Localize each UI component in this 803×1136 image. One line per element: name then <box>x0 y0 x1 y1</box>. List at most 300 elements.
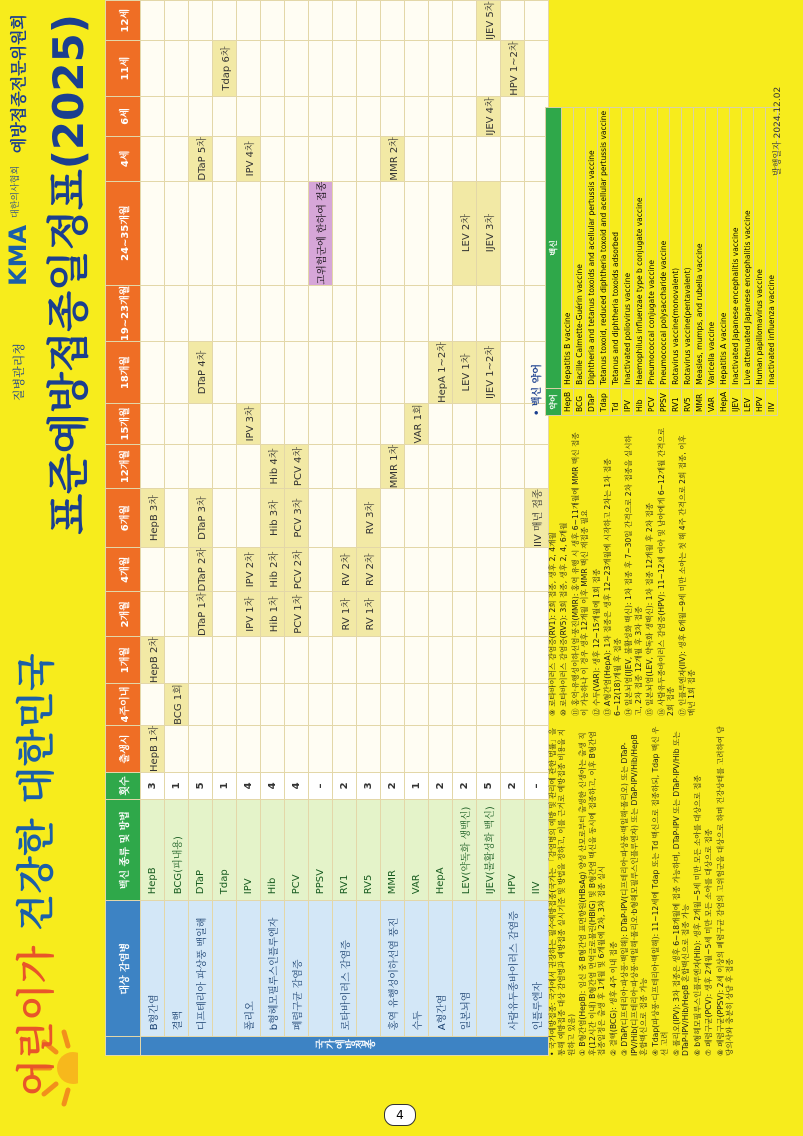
schedule-cell <box>309 342 333 404</box>
target-cell: 로타바이러스 감염증 <box>333 901 357 1037</box>
age-header-1: 4주이내 <box>106 684 141 726</box>
count-cell: 2 <box>429 772 453 799</box>
legend-row <box>670 107 682 415</box>
dose-cell: DTaP 2차 <box>189 547 213 592</box>
dose-cell: 고위험군에 한하여 접종 <box>309 181 333 285</box>
target-cell <box>309 901 333 1037</box>
schedule-cell <box>309 285 333 342</box>
legend-desc: Rotavirus vaccine(monovalent) <box>670 107 682 388</box>
schedule-cell <box>501 137 525 182</box>
legend-abbr: RV1 <box>670 388 682 415</box>
abbreviation-legend <box>545 107 778 416</box>
legend-row <box>718 107 730 415</box>
legend-row <box>754 107 766 415</box>
schedule-cell <box>213 285 237 342</box>
schedule-cell <box>309 637 333 684</box>
count-cell: – <box>309 772 333 799</box>
schedule-cell <box>333 489 357 548</box>
schedule-cell <box>429 684 453 726</box>
schedule-cell <box>381 489 405 548</box>
age-header-8: 18개월 <box>106 342 141 404</box>
target-cell: 홍역 유행성이하선염 풍진 <box>381 901 405 1037</box>
schedule-cell <box>261 41 285 96</box>
count-cell: 3 <box>357 772 381 799</box>
schedule-cell <box>165 637 189 684</box>
schedule-cell <box>429 592 453 637</box>
legend-abbr: PPSV <box>658 388 670 415</box>
dose-cell: HepB 2차 <box>141 637 165 684</box>
schedule-cell <box>501 684 525 726</box>
dose-cell: RV 3차 <box>357 489 381 548</box>
count-cell: 4 <box>285 772 309 799</box>
schedule-cell <box>141 285 165 342</box>
notes-middle <box>548 426 699 716</box>
schedule-cell <box>189 684 213 726</box>
corner-cell <box>106 1037 141 1056</box>
schedule-cell <box>237 96 261 136</box>
dose-cell: RV 1차 <box>333 592 357 637</box>
vaccine-cell: MMR <box>381 799 405 900</box>
schedule-cell <box>237 725 261 772</box>
schedule-cell <box>309 592 333 637</box>
table-row <box>405 1 429 1056</box>
schedule-cell <box>333 342 357 404</box>
legend-row <box>742 107 754 415</box>
schedule-cell <box>261 403 285 444</box>
schedule-cell <box>477 547 501 592</box>
schedule-cell <box>333 684 357 726</box>
dose-cell: IPV 3차 <box>237 403 261 444</box>
schedule-cell <box>357 96 381 136</box>
schedule-cell <box>381 1 405 41</box>
schedule-cell <box>477 41 501 96</box>
vaccine-header: 백신 종류 및 방법 <box>106 799 141 900</box>
schedule-cell <box>477 489 501 548</box>
schedule-cell <box>429 1 453 41</box>
note-item: ③ DTaP(디프테리아·파상풍·백일해): DTaP-IPV(디프테리아·파상풍·백일해·폴리오) 또는 DTaP-IPV/Hib(디프테리아·파상풍·백일해·폴리오·b형헤모필루스인플루엔자) 또는 DTaP-IPV/Hib/HepB 혼합백신으로 접종 가능 <box>620 734 649 1056</box>
schedule-cell <box>477 637 501 684</box>
legend-abbr: DTaP <box>586 388 598 415</box>
schedule-cell <box>261 181 285 285</box>
target-cell: B형간염 <box>141 901 165 1037</box>
legend-row <box>694 107 706 415</box>
schedule-cell <box>405 137 429 182</box>
dose-cell: IJEV 3차 <box>477 181 501 285</box>
legend-desc: Pneumococcal polysaccharide vaccine <box>658 107 670 388</box>
count-cell: 1 <box>213 772 237 799</box>
schedule-cell <box>501 444 525 488</box>
schedule-cell <box>213 489 237 548</box>
count-cell: 3 <box>141 772 165 799</box>
schedule-cell <box>285 637 309 684</box>
schedule-cell <box>477 444 501 488</box>
schedule-cell <box>429 637 453 684</box>
legend-desc: Human papillomavirus vaccine <box>754 107 766 388</box>
legend-abbr: MMR <box>694 388 706 415</box>
table-row <box>357 1 381 1056</box>
dose-cell: MMR 2차 <box>381 137 405 182</box>
schedule-cell <box>189 181 213 285</box>
schedule-cell <box>501 181 525 285</box>
table-row <box>237 1 261 1056</box>
legend-row <box>598 107 610 415</box>
schedule-cell <box>357 285 381 342</box>
legend-row <box>646 107 658 415</box>
schedule-cell <box>453 637 477 684</box>
schedule-cell <box>141 403 165 444</box>
schedule-cell <box>405 96 429 136</box>
schedule-cell <box>309 96 333 136</box>
schedule-cell <box>477 137 501 182</box>
schedule-cell <box>357 181 381 285</box>
legend-row <box>610 107 622 415</box>
legend-desc: Inactivated poliovirus vaccine <box>622 107 634 388</box>
note-item: ⑨ 로타바이러스 감염증(RV1): 2회 접종, 생후 2, 4개월 <box>548 532 557 716</box>
schedule-cell <box>165 41 189 96</box>
kdca-logo: 질병관리청 <box>12 343 26 401</box>
schedule-cell <box>213 637 237 684</box>
schedule-cell <box>429 444 453 488</box>
schedule-cell <box>261 1 285 41</box>
schedule-cell <box>429 489 453 548</box>
dose-cell: RV 1차 <box>357 592 381 637</box>
vaccine-cell: IPV <box>237 799 261 900</box>
schedule-cell <box>237 1 261 41</box>
schedule-cell <box>405 444 429 488</box>
schedule-cell <box>285 1 309 41</box>
count-cell: 5 <box>477 772 501 799</box>
schedule-cell <box>285 285 309 342</box>
schedule-cell <box>525 41 549 96</box>
legend-desc: Diphtheria and tetanus toxoids and acellular pertussis vaccine <box>586 107 598 388</box>
schedule-cell <box>261 637 285 684</box>
schedule-cell <box>165 181 189 285</box>
schedule-cell <box>261 725 285 772</box>
schedule-cell <box>189 96 213 136</box>
schedule-cell <box>165 444 189 488</box>
schedule-cell <box>237 637 261 684</box>
legend-desc: Pneumococcal conjugate vaccine <box>646 107 658 388</box>
schedule-cell <box>237 285 261 342</box>
schedule-cell <box>213 96 237 136</box>
age-header-14: 12세 <box>106 1 141 41</box>
dose-cell: IPV 4차 <box>237 137 261 182</box>
schedule-cell <box>189 725 213 772</box>
schedule-cell <box>165 137 189 182</box>
note-item: ⑮ 일본뇌염(LEV, 약독화 생백신): 1차 접종 12개월 후 2차 접종 <box>645 502 655 716</box>
table-row <box>429 1 453 1056</box>
schedule-cell <box>477 403 501 444</box>
schedule-cell <box>501 489 525 548</box>
schedule-cell <box>141 96 165 136</box>
count-cell: 2 <box>453 772 477 799</box>
schedule-cell <box>165 285 189 342</box>
age-header-5: 6개월 <box>106 489 141 548</box>
vaccine-cell: RV5 <box>357 799 381 900</box>
dose-cell: HPV 1~2차 <box>501 41 525 96</box>
schedule-cell <box>405 547 429 592</box>
note-item: ⑬ A형간염(HepA): 1차 접종은 생후 12~23개월에 시작하고 2차는 1차 접종 6~12(18)개월 후 접종 <box>603 458 622 716</box>
table-row <box>501 1 525 1056</box>
vaccine-cell: PCV <box>285 799 309 900</box>
legend-abbr: RV5 <box>682 388 694 415</box>
schedule-cell <box>213 342 237 404</box>
schedule-cell <box>501 96 525 136</box>
legend-abbr: HepB <box>562 388 574 415</box>
page-number: 4 <box>384 1104 416 1126</box>
schedule-cell <box>309 41 333 96</box>
kma-logo: KMA <box>4 224 32 286</box>
schedule-cell <box>237 444 261 488</box>
dose-cell: PCV 3차 <box>285 489 309 548</box>
schedule-cell <box>333 41 357 96</box>
count-cell: 4 <box>261 772 285 799</box>
legend-head-abbr: 약어 <box>546 388 562 415</box>
schedule-cell <box>165 1 189 41</box>
schedule-cell <box>261 684 285 726</box>
vaccine-cell: RV1 <box>333 799 357 900</box>
schedule-cell <box>357 41 381 96</box>
legend-abbr: IPV <box>622 388 634 415</box>
schedule-cell <box>525 684 549 726</box>
schedule-cell <box>213 547 237 592</box>
schedule-cell <box>213 725 237 772</box>
schedule-cell <box>189 41 213 96</box>
schedule-cell <box>429 41 453 96</box>
legend-desc: Live attenuated Japanese encephalitis vaccine <box>742 107 754 388</box>
schedule-cell <box>309 403 333 444</box>
target-cell: 수두 <box>405 901 429 1037</box>
schedule-cell <box>501 592 525 637</box>
legend-abbr: Hib <box>634 388 646 415</box>
schedule-cell <box>309 489 333 548</box>
schedule-cell <box>357 725 381 772</box>
count-cell: 2 <box>501 772 525 799</box>
schedule-cell <box>237 489 261 548</box>
count-cell: 1 <box>405 772 429 799</box>
schedule-cell <box>333 285 357 342</box>
schedule-cell <box>381 684 405 726</box>
schedule-cell <box>165 489 189 548</box>
schedule-cell <box>381 181 405 285</box>
schedule-cell <box>141 444 165 488</box>
legend-desc: Tetanus toxoid, reduced diphtheria toxoid and acellular pertussis vaccine <box>598 107 610 388</box>
schedule-cell <box>525 725 549 772</box>
schedule-cell <box>141 684 165 726</box>
header-row <box>106 1 141 1056</box>
schedule-cell <box>453 489 477 548</box>
schedule-cell <box>405 1 429 41</box>
schedule-cell <box>165 592 189 637</box>
schedule-cell <box>213 444 237 488</box>
note-item: ⑰ 인플루엔자(IIV): 생후 6개월~9세 미만 소아는 첫 해 4주 간격으로 2회 접종, 이후 매년 1회 접종 <box>677 435 697 716</box>
schedule-cell <box>237 684 261 726</box>
age-header-4: 4개월 <box>106 547 141 592</box>
legend-row <box>634 107 646 415</box>
schedule-cell <box>381 403 405 444</box>
schedule-cell <box>429 137 453 182</box>
legend-row <box>658 107 670 415</box>
dose-cell: Hib 4차 <box>261 444 285 488</box>
schedule-cell <box>237 181 261 285</box>
note-item: ⑫ 수두(VAR): 생후 12~15개월에 1회 접종 <box>591 568 601 716</box>
dose-cell: DTaP 4차 <box>189 342 213 404</box>
schedule-cell <box>501 547 525 592</box>
slogan-part-1: 어린이가 <box>13 945 58 1096</box>
schedule-cell <box>453 684 477 726</box>
schedule-cell <box>381 725 405 772</box>
dose-cell: IPV 1차 <box>237 592 261 637</box>
count-cell: 5 <box>189 772 213 799</box>
count-cell: – <box>525 772 549 799</box>
slogan-part-2: 건강한 대한민국 <box>13 652 58 946</box>
schedule-cell <box>309 547 333 592</box>
notes-left <box>548 726 737 1056</box>
legend-desc: Rotavirus vaccine(pentavalent) <box>682 107 694 388</box>
schedule-cell <box>165 403 189 444</box>
schedule-cell <box>477 285 501 342</box>
schedule-cell <box>501 403 525 444</box>
schedule-cell <box>285 41 309 96</box>
legend-abbr: VAR <box>706 388 718 415</box>
legend-desc: Tetanus and diphtheria toxoids adsorbed <box>610 107 622 388</box>
target-cell <box>213 901 237 1037</box>
schedule-cell <box>477 592 501 637</box>
vaccine-cell: HPV <box>501 799 525 900</box>
dose-cell: Hib 1차 <box>261 592 285 637</box>
note-item: ⑯ 사람유두종바이러스 감염증(HPV): 11~12세 여아 및 남아에게 6~12개월 간격으로 2회 접종 <box>656 427 676 716</box>
schedule-cell <box>381 96 405 136</box>
schedule-cell <box>213 181 237 285</box>
schedule-cell <box>429 96 453 136</box>
dose-cell: LEV 1차 <box>453 342 477 404</box>
legend-abbr: IIV <box>766 388 778 415</box>
schedule-cell <box>429 547 453 592</box>
schedule-cell <box>453 96 477 136</box>
table-row <box>309 1 333 1056</box>
dose-cell: Tdap 6차 <box>213 41 237 96</box>
schedule-cell <box>429 725 453 772</box>
schedule-cell <box>213 592 237 637</box>
schedule-cell <box>453 41 477 96</box>
age-header-3: 2개월 <box>106 592 141 637</box>
schedule-cell <box>141 547 165 592</box>
schedule-cell <box>165 547 189 592</box>
note-item: ⑩ 로타바이러스 감염증(RV5): 3회 접종, 생후 2, 4, 6개월 <box>559 522 569 716</box>
target-cell: 폐렴구균 감염증 <box>285 901 309 1037</box>
schedule-cell <box>501 725 525 772</box>
schedule-cell <box>213 403 237 444</box>
dose-cell: DTaP 3차 <box>189 489 213 548</box>
schedule-cell <box>189 637 213 684</box>
national-vaccination-label: 국가예방접종 <box>141 1037 549 1056</box>
schedule-cell <box>189 285 213 342</box>
note-item: ⑤ 폴리오(IPV): 3차 접종은 생후 6~18개월에 접종 가능하며, DTaP-IPV 또는 DTaP-IPV/Hib 또는 DTaP-IPV/Hib/HepB 혼합백신으로 접종 가능 <box>671 731 691 1056</box>
dose-cell: PCV 4차 <box>285 444 309 488</box>
schedule-cell <box>453 725 477 772</box>
vaccine-cell: IIV <box>525 799 549 900</box>
schedule-cell <box>357 342 381 404</box>
schedule-cell <box>405 489 429 548</box>
dose-cell: Hib 2차 <box>261 547 285 592</box>
schedule-cell <box>333 444 357 488</box>
count-header: 횟수 <box>106 772 141 799</box>
legend-abbr: LEV <box>742 388 754 415</box>
table-row <box>141 1 165 1056</box>
vaccine-cell: HepA <box>429 799 453 900</box>
schedule-cell <box>189 1 213 41</box>
committee-name: 예방접종전문위원회 <box>9 14 28 154</box>
schedule-cell <box>501 637 525 684</box>
note-item: ⑦ 폐렴구균(PCV): 생후 2개월~5세 미만 모든 소아를 대상으로 접종 <box>704 828 714 1056</box>
target-cell: 디프테리아 파상풍 백일해 <box>189 901 213 1037</box>
note-item: • 국가예방접종: 국가에서 권장하는 필수예방접종(국가는 「감염병의 예방 및 관리에 관한 법률」을 통해 예방접종 대상 감염병과 예방접종 실시기준 및 방법을 정하고, 이를 근거로 예방접종 비용을 지원하고 있음) <box>548 727 576 1056</box>
age-header-9: 19~23개월 <box>106 285 141 342</box>
dose-cell: BCG 1회 <box>165 684 189 726</box>
schedule-cell <box>453 137 477 182</box>
age-header-6: 12개월 <box>106 444 141 488</box>
schedule-cell <box>357 403 381 444</box>
schedule-cell <box>189 444 213 488</box>
schedule-cell <box>525 547 549 592</box>
dose-cell: IJEV 5차 <box>477 1 501 41</box>
note-item: ① B형간염(HepB): 임신 중 B형간염 표면항원(HBsAg) 양성 산모로부터 출생한 신생아는 출생 직후(12시간 이내) B형간염 면역글로불린(HBIG) 및 B형간염 백신을 동시에 접종하고, 이후 B형간염 접종일정은 출생 후 1개월 및 6개월에 2차, 3차 접종 실시 <box>578 731 607 1056</box>
schedule-cell <box>381 285 405 342</box>
schedule-cell <box>405 285 429 342</box>
schedule-cell <box>237 342 261 404</box>
legend-desc: Hepatitis B vaccine <box>562 107 574 388</box>
schedule-cell <box>261 285 285 342</box>
schedule-cell <box>165 342 189 404</box>
schedule-cell <box>213 1 237 41</box>
count-cell: 4 <box>237 772 261 799</box>
vaccine-cell: PPSV <box>309 799 333 900</box>
legend-abbr: Tdap <box>598 388 610 415</box>
legend-abbr: BCG <box>574 388 586 415</box>
table-row <box>261 1 285 1056</box>
schedule-cell <box>285 137 309 182</box>
schedule-cell <box>237 41 261 96</box>
schedule-cell <box>333 403 357 444</box>
note-item: ⑧ 폐렴구균(PPSV): 2세 이상의 폐렴구균 감염의 고위험군을 대상으로 하며 건강상태를 고려하여 담당의사와 충분히 상담 후 접종 <box>715 726 735 1056</box>
legend-desc: Varicella vaccine <box>706 107 718 388</box>
schedule-cell <box>477 684 501 726</box>
legend-desc: Inactivated influenza vaccine <box>766 107 778 388</box>
dose-cell: RV 2차 <box>333 547 357 592</box>
schedule-cell <box>141 181 165 285</box>
age-header-0: 출생시 <box>106 725 141 772</box>
dose-cell: IIV 매년 접종 <box>525 489 549 548</box>
dose-cell: HepA 1~2차 <box>429 342 453 404</box>
legend-row <box>682 107 694 415</box>
target-cell <box>477 901 501 1037</box>
schedule-cell <box>357 1 381 41</box>
schedule-cell <box>285 725 309 772</box>
schedule-cell <box>405 684 429 726</box>
age-header-7: 15개월 <box>106 403 141 444</box>
legend-row <box>562 107 574 415</box>
schedule-cell <box>405 725 429 772</box>
vaccine-cell: Hib <box>261 799 285 900</box>
table-row <box>285 1 309 1056</box>
schedule-cell <box>165 96 189 136</box>
target-cell <box>357 901 381 1037</box>
dose-cell: PCV 1차 <box>285 592 309 637</box>
age-header-11: 4세 <box>106 137 141 182</box>
note-item: ④ Tdap(파상풍·디프테리아·백일해): 11~12세에 Tdap 또는 Td 백신으로 접종하되, Tdap 백신 우선 고려 <box>650 726 670 1056</box>
schedule-cell <box>405 181 429 285</box>
age-header-2: 1개월 <box>106 637 141 684</box>
